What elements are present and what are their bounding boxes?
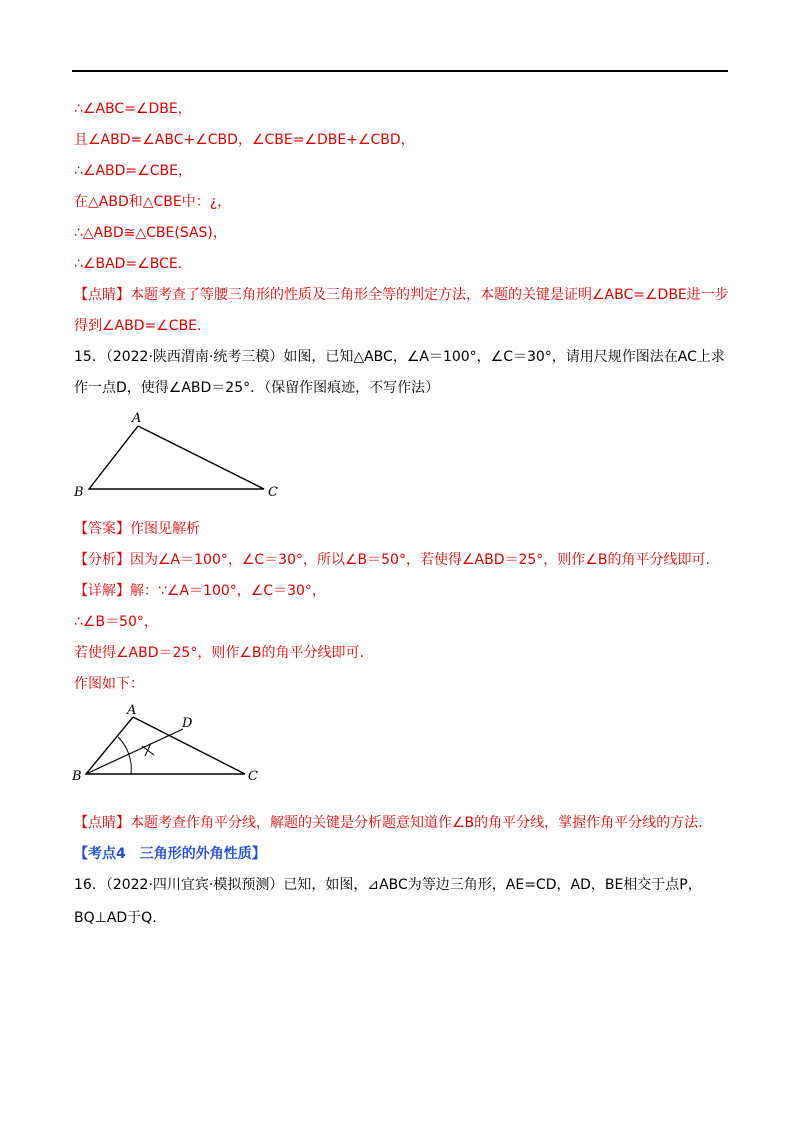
analysis-line: 【分析】因为∠A＝100°，∠C＝30°，所以∠B＝50°，若使得∠ABD＝25°，则作∠B的角平分线即可. <box>74 552 710 568</box>
comment-line: 【点睛】本题考查了等腰三角形的性质及三角形全等的判定方法，本题的关键是证明∠ABC=∠DBE进一步 <box>74 287 729 303</box>
bisector-bd <box>86 729 183 774</box>
text-line: ∴∠BAD=∠BCE． <box>74 256 192 272</box>
label-a: A <box>132 411 142 426</box>
text-line: ∴∠ABD=∠CBE， <box>74 163 192 179</box>
text-line: ∴△ABD≅△CBE(SAS)， <box>74 225 227 241</box>
label-a: A <box>127 703 137 718</box>
label-c: C <box>268 485 278 500</box>
label-c: C <box>248 769 258 784</box>
question-line: 作一点D，使得∠ABD＝25°．（保留作图痕迹，不写作法） <box>74 380 440 396</box>
label-b: B <box>74 485 84 500</box>
construction-figure <box>70 700 270 792</box>
solution-line: ∴∠B＝50°， <box>74 614 158 630</box>
solution-line: 若使得∠ABD＝25°，则作∠B的角平分线即可. <box>74 645 364 661</box>
text-line: 在△ABD和△CBE中：¿， <box>74 194 232 210</box>
solution-line: 【详解】解：∵∠A＝100°，∠C＝30°， <box>74 583 326 599</box>
label-d: D <box>182 716 193 731</box>
triangle-abc <box>86 717 245 774</box>
triangle-abc <box>89 426 264 489</box>
question-line: BQ⊥AD于Q. <box>74 910 157 926</box>
answer-line: 【答案】作图见解析 <box>74 521 200 537</box>
triangle-figure <box>70 408 300 503</box>
label-b: B <box>72 769 82 784</box>
solution-line: 作图如下： <box>74 676 144 692</box>
question-line: 16．（2022·四川宜宾·模拟预测）已知，如图，⊿ABC为等边三角形，AE=CD，AD，BE相交于点P， <box>74 877 702 893</box>
question-line: 15．（2022·陕西渭南·统考三模）如图，已知△ABC，∠A＝100°，∠C＝30°，请用尺规作图法在AC上求 <box>74 349 725 365</box>
section-heading: 【考点4 三角形的外角性质】 <box>74 846 266 862</box>
text-line: ∴∠ABC=∠DBE， <box>74 101 192 117</box>
header-rule <box>72 70 728 72</box>
comment-line: 得到∠ABD=∠CBE. <box>74 318 202 334</box>
text-line: 且∠ABD=∠ABC+∠CBD，∠CBE=∠DBE+∠CBD， <box>74 132 415 148</box>
comment-line: 【点睛】本题考查作角平分线，解题的关键是分析题意知道作∠B的角平分线，掌握作角平分线的方法. <box>74 815 703 831</box>
